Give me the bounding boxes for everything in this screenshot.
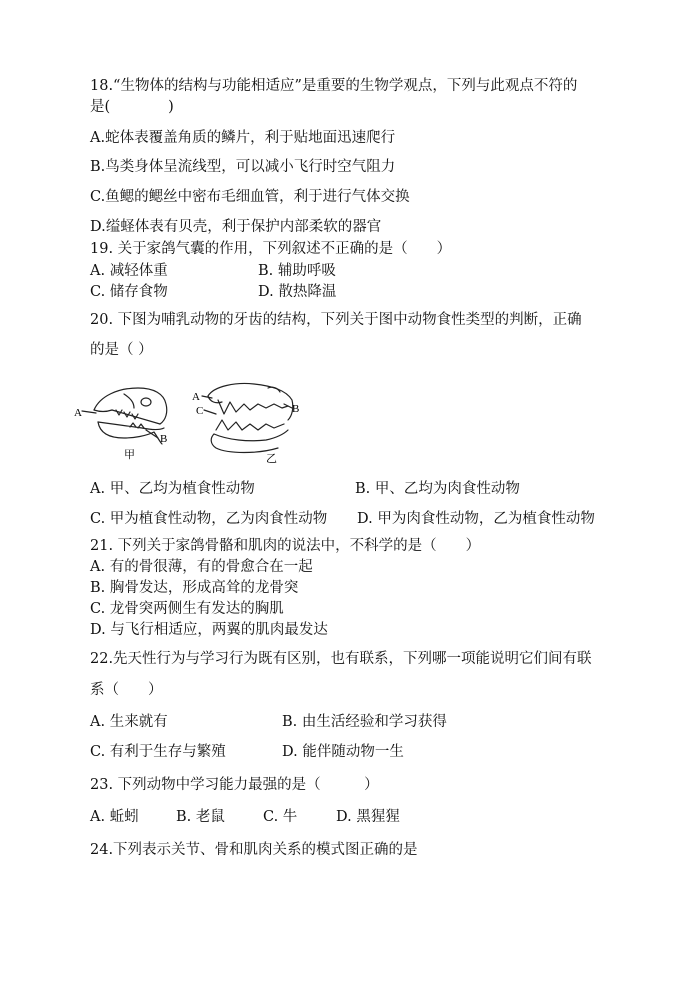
q18-stem-line2: 是( ) xyxy=(90,99,174,115)
q19-option-d: D. 散热降温 xyxy=(258,284,337,300)
q22-option-d: D. 能伴随动物一生 xyxy=(282,744,404,760)
q18-stem-line1: 18.“生物体的结构与功能相适应”是重要的生物学观点，下列与此观点不符的 xyxy=(90,78,578,94)
q24-stem: 24.下列表示关节、骨和肌肉关系的模式图正确的是 xyxy=(90,842,418,858)
q21-option-c: C. 龙骨突两侧生有发达的胸肌 xyxy=(90,601,284,617)
yi-label-c: C xyxy=(196,405,204,417)
jia-skull-diagram xyxy=(72,380,192,462)
q22-option-c: C. 有利于生存与繁殖 xyxy=(90,744,226,760)
yi-caption: 乙 xyxy=(266,453,277,465)
yi-skull-diagram xyxy=(188,374,308,466)
q19-option-c: C. 储存食物 xyxy=(90,284,168,300)
q18-option-a: A.蛇体表覆盖角质的鳞片，利于贴地面迅速爬行 xyxy=(90,130,396,146)
q19-option-b: B. 辅助呼吸 xyxy=(258,263,336,279)
jia-label-a: A xyxy=(74,407,82,419)
q22-stem-line1: 22.先天性行为与学习行为既有区别，也有联系，下列哪一项能说明它们间有联 xyxy=(90,651,592,667)
q23-option-a: A. 蚯蚓 xyxy=(90,809,139,825)
q21-option-b: B. 胸骨发达，形成高耸的龙骨突 xyxy=(90,580,299,596)
q20-option-d: D. 甲为肉食性动物，乙为植食性动物 xyxy=(357,511,595,527)
q18-option-d: D.缢蛏体表有贝壳，利于保护内部柔软的器官 xyxy=(90,219,382,235)
yi-label-a: A xyxy=(192,391,200,403)
q23-option-d: D. 黑猩猩 xyxy=(336,809,400,825)
jia-label-b: B xyxy=(160,433,168,445)
q18-option-c: C.鱼鳃的鳃丝中密布毛细血管，利于进行气体交换 xyxy=(90,189,410,205)
yi-label-b: B xyxy=(292,403,300,415)
q20-stem-line1: 20. 下图为哺乳动物的牙齿的结构，下列关于图中动物食性类型的判断，正确 xyxy=(90,312,582,328)
q22-stem-line2: 系（ ） xyxy=(90,682,163,698)
q20-stem-line2: 的是（ ） xyxy=(90,342,153,358)
q20-option-b: B. 甲、乙均为肉食性动物 xyxy=(355,481,520,497)
q23-option-c: C. 牛 xyxy=(263,809,298,825)
q19-option-a: A. 减轻体重 xyxy=(90,263,168,279)
q23-stem: 23. 下列动物中学习能力最强的是（ ） xyxy=(90,777,379,793)
q20-option-c: C. 甲为植食性动物，乙为肉食性动物 xyxy=(90,511,328,527)
jia-caption: 甲 xyxy=(124,449,135,461)
q21-option-d: D. 与飞行相适应，两翼的肌肉最发达 xyxy=(90,622,328,638)
q21-stem: 21. 下列关于家鸽骨骼和肌肉的说法中，不科学的是（ ） xyxy=(90,538,481,554)
q21-option-a: A. 有的骨很薄，有的骨愈合在一起 xyxy=(90,559,313,575)
q20-option-a: A. 甲、乙均为植食性动物 xyxy=(90,481,255,497)
q22-option-a: A. 生来就有 xyxy=(90,714,168,730)
q22-option-b: B. 由生活经验和学习获得 xyxy=(282,714,447,730)
q23-option-b: B. 老鼠 xyxy=(176,809,225,825)
q19-stem: 19. 关于家鸽气囊的作用，下列叙述不正确的是（ ） xyxy=(90,241,452,257)
q18-option-b: B.鸟类身体呈流线型，可以减小飞行时空气阻力 xyxy=(90,159,396,175)
